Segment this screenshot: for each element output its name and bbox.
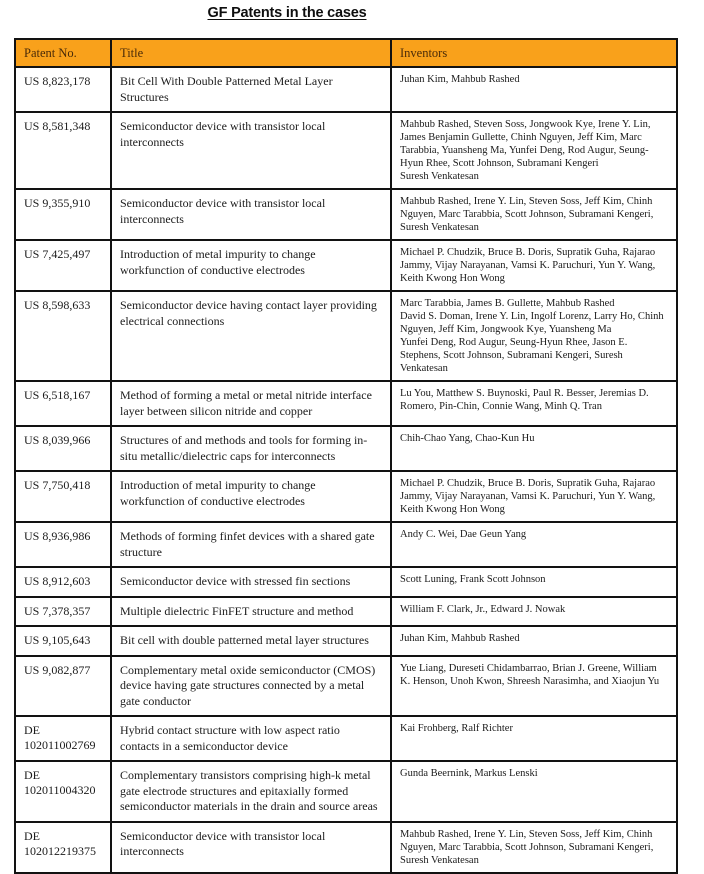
table-row (15, 761, 677, 822)
table-row (15, 626, 677, 656)
patent-title: Semiconductor device having contact layer providing electrical connections (111, 291, 391, 381)
table-row (15, 291, 677, 381)
patent-number: DE 102011002769 (15, 716, 111, 761)
patent-inventors: Mahbub Rashed, Steven Soss, Jongwook Kye, Irene Y. Lin, James Benjamin Gullette, Chinh Nguyen, Jeff Kim, Marc Tarabbia, Yuansheng Ma, Yunfei Deng, Rod Augur, Seung-Hyun Rhee, Scott Johnson, Subramani Kengeri Suresh Venkatesan (391, 112, 677, 189)
patent-title: Semiconductor device with transistor local interconnects (111, 189, 391, 240)
patent-title: Semiconductor device with stressed fin sections (111, 567, 391, 597)
patent-inventors: William F. Clark, Jr., Edward J. Nowak (391, 597, 677, 627)
patent-title: Semiconductor device with transistor local interconnects (111, 112, 391, 189)
table-header-row (15, 39, 677, 67)
patent-number: US 9,355,910 (15, 189, 111, 240)
patent-number: US 8,581,348 (15, 112, 111, 189)
patent-number: DE 102012219375 (15, 822, 111, 873)
page-title: GF Patents in the cases (207, 5, 367, 21)
patent-number: DE 102011004320 (15, 761, 111, 822)
patent-inventors: Yue Liang, Dureseti Chidambarrao, Brian J. Greene, William K. Henson, Unoh Kwon, Shreesh Narasimha, and Xiaojun Yu (391, 656, 677, 717)
table-row (15, 240, 677, 291)
patents-table (14, 38, 678, 874)
patent-number: US 8,039,966 (15, 426, 111, 471)
table-row (15, 112, 677, 189)
patent-number: US 9,082,877 (15, 656, 111, 717)
patent-inventors: Gunda Beernink, Markus Lenski (391, 761, 677, 822)
patent-title: Multiple dielectric FinFET structure and method (111, 597, 391, 627)
patent-title: Method of forming a metal or metal nitride interface layer between silicon nitride and copper (111, 381, 391, 426)
patent-number: US 6,518,167 (15, 381, 111, 426)
patent-title: Bit Cell With Double Patterned Metal Layer Structures (111, 67, 391, 112)
patent-title: Structures of and methods and tools for forming in-situ metallic/dielectric caps for interconnects (111, 426, 391, 471)
patent-number: US 8,598,633 (15, 291, 111, 381)
patent-title: Semiconductor device with transistor local interconnects (111, 822, 391, 873)
patent-number: US 9,105,643 (15, 626, 111, 656)
patent-number: US 7,425,497 (15, 240, 111, 291)
patent-title: Complementary metal oxide semiconductor (CMOS) device having gate structures connected by a metal gate conductor (111, 656, 391, 717)
column-header-inventors: Inventors (391, 39, 677, 67)
patent-inventors: Lu You, Matthew S. Buynoski, Paul R. Besser, Jeremias D. Romero, Pin-Chin, Connie Wang, Minh Q. Tran (391, 381, 677, 426)
patent-title: Introduction of metal impurity to change workfunction of conductive electrodes (111, 471, 391, 522)
patent-title: Hybrid contact structure with low aspect ratio contacts in a semiconductor device (111, 716, 391, 761)
patent-inventors: Juhan Kim, Mahbub Rashed (391, 67, 677, 112)
patent-number: US 8,823,178 (15, 67, 111, 112)
table-row (15, 716, 677, 761)
patent-inventors: Juhan Kim, Mahbub Rashed (391, 626, 677, 656)
patent-inventors: Michael P. Chudzik, Bruce B. Doris, Supratik Guha, Rajarao Jammy, Vijay Narayanan, Vamsi K. Paruchuri, Yun Y. Wang, Keith Kwong Hon Wong (391, 471, 677, 522)
patent-inventors: Marc Tarabbia, James B. Gullette, Mahbub Rashed David S. Doman, Irene Y. Lin, Ingolf Lorenz, Larry Ho, Chinh Nguyen, Jeff Kim, Jongwook Kye, Yuansheng Ma Yunfei Deng, Rod Augur, Seung-Hyun Rhee, Jason E. Stephens, Scott Johnson, Subramani Kengeri, Suresh Venkatesan (391, 291, 677, 381)
table-row (15, 567, 677, 597)
table-row (15, 597, 677, 627)
patent-inventors: Mahbub Rashed, Irene Y. Lin, Steven Soss, Jeff Kim, Chinh Nguyen, Marc Tarabbia, Scott Johnson, Subramani Kengeri, Suresh Venkatesan (391, 189, 677, 240)
patent-inventors: Andy C. Wei, Dae Geun Yang (391, 522, 677, 567)
patent-number: US 8,936,986 (15, 522, 111, 567)
patent-inventors: Kai Frohberg, Ralf Richter (391, 716, 677, 761)
table-row (15, 656, 677, 717)
patent-number: US 7,750,418 (15, 471, 111, 522)
patent-inventors: Scott Luning, Frank Scott Johnson (391, 567, 677, 597)
patent-title: Introduction of metal impurity to change workfunction of conductive electrodes (111, 240, 391, 291)
patent-inventors: Michael P. Chudzik, Bruce B. Doris, Supratik Guha, Rajarao Jammy, Vijay Narayanan, Vamsi K. Paruchuri, Yun Y. Wang, Keith Kwong Hon Wong (391, 240, 677, 291)
column-header-patent-no: Patent No. (15, 39, 111, 67)
patent-title: Complementary transistors comprising high-k metal gate electrode structures and epitaxially formed semiconductor materials in the drain and source areas (111, 761, 391, 822)
column-header-title: Title (111, 39, 391, 67)
table-row (15, 822, 677, 873)
table-row (15, 189, 677, 240)
patent-number: US 8,912,603 (15, 567, 111, 597)
table-row (15, 381, 677, 426)
table-row (15, 522, 677, 567)
table-row (15, 426, 677, 471)
patent-number: US 7,378,357 (15, 597, 111, 627)
table-row (15, 471, 677, 522)
patent-title: Methods of forming finfet devices with a shared gate structure (111, 522, 391, 567)
patent-title: Bit cell with double patterned metal layer structures (111, 626, 391, 656)
table-row (15, 67, 677, 112)
patent-inventors: Mahbub Rashed, Irene Y. Lin, Steven Soss, Jeff Kim, Chinh Nguyen, Marc Tarabbia, Scott Johnson, Subramani Kengeri, Suresh Venkatesan (391, 822, 677, 873)
patent-inventors: Chih-Chao Yang, Chao-Kun Hu (391, 426, 677, 471)
document-header (0, 4, 574, 22)
